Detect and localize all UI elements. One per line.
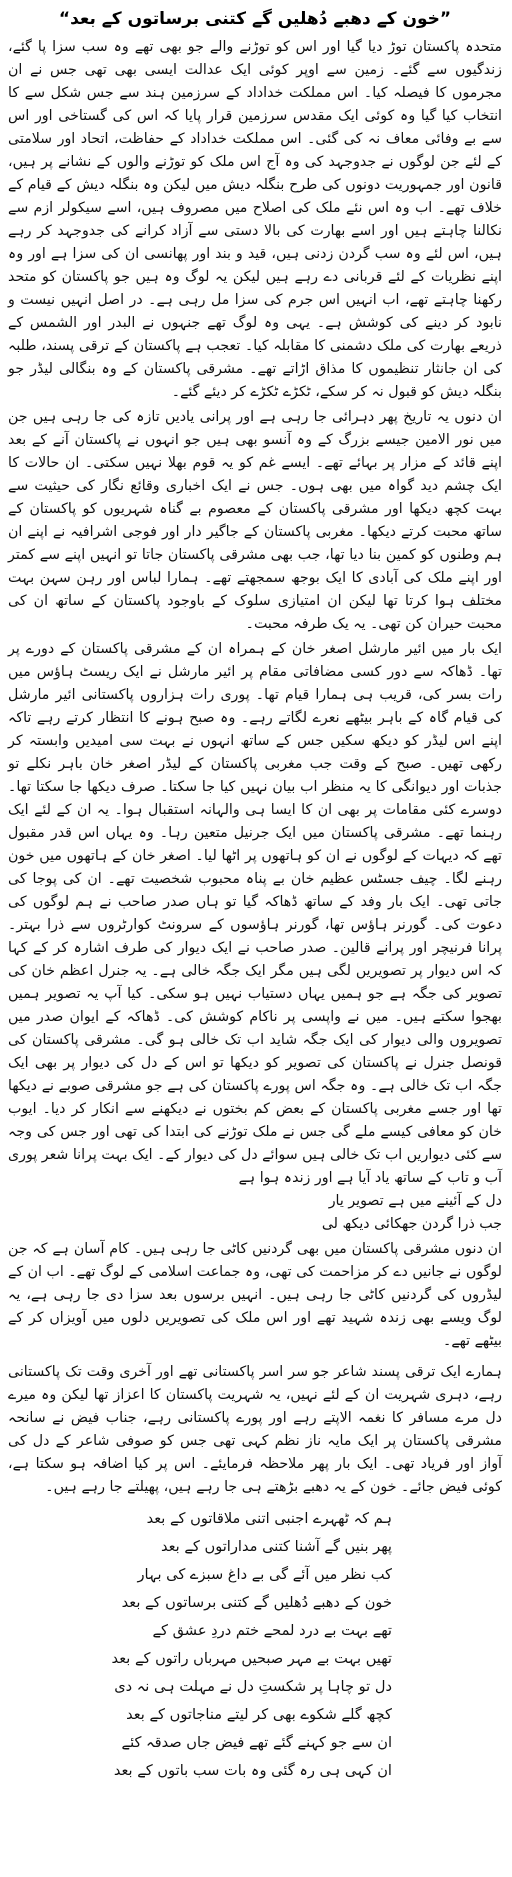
paragraph-1: متحدہ پاکستان توڑ دیا گیا اور اس کو توڑنے والے جو بھی تھے وہ سب سزا پا گئے، زندگیوں سے گئے۔ زمین سے اوپر کوئی ایک عدالت ایسی بھی تھی جس نے ان مجرموں کا فیصلہ کیا۔ اس مملکت خداداد کے سرزمین ہند سے جس شکل سے کا انتخاب کیا گیا وہ کوئی ایک مقدس سرزمین قرار پایا کہ اس کی گستاخی اور اس سے بے وفائی معاف نہ کی گئی۔ اس مملکت خداداد کے حفاظت، اتحاد اور سلامتی کے لئے جن لوگوں نے جدوجہد کی وہ آج اس ملک کو توڑنے والوں کے نشانے پر ہیں، قانون اور جمہوریت دونوں کی طرح بنگلہ دیش میں لیکن وہ بنگلہ دیش کے قیام کے خلاف تھے۔ اب وہ اس نئے ملک کی اصلاح میں مصروف ہیں، اسے سیکولر ازم سے نکالنا چاہتے ہیں اور اسے بھارت کی بالا دستی سے آزاد کرانے کی جدوجہد کر رہے ہیں، اس لئے وہ سب گردن زدنی ہیں، قید و بند اور پھانسی ان کی سزا ہے اور وہ اپنے نظریات کے لئے قربانی دے رہے ہیں لیکن یہ لوگ وہ ہیں جو پاکستان کو متحد رکھنا چاہتے تھے، اب انہیں اس جرم کی سزا مل رہی ہے۔ در اصل انہیں نیست و نابود کر دینے کی کوشش ہے۔ یہی وہ لوگ تھے جنہوں نے البدر اور الشمس کے ذریعے بھارت کی ملک دشمنی کا مقابلہ کیا۔ تعجب ہے پاکستان کے ترقی پسند، طلبہ کی ان جانثار تنظیموں کا مذاق اڑاتے تھے۔ مشرقی پاکستان کے وہ بنگالی لیڈر جو بنگلہ دیش کو قبول نہ کر سکے، ٹکڑے ٹکڑے کر دیئے گئے۔ xyxy=(8,39,502,400)
poem-line: ان سے جو کہنے گئے تھے فیض جاں صدقہ کئے xyxy=(121,1734,392,1751)
verse-line-2: جب ذرا گردن جھکائی دیکھ لی xyxy=(321,1216,502,1232)
poem-line: کچھ گلے شکوے بھی کر لیتے مناجاتوں کے بعد xyxy=(126,1706,392,1723)
poem-line: ہم کہ ٹھہرے اجنبی اتنی ملاقاتوں کے بعد xyxy=(146,1510,392,1527)
poem-line: تھیں بہت بے مہر صبحیں مہرباں راتوں کے بعد xyxy=(111,1650,392,1667)
paragraph-3: ایک بار میں ائیر مارشل اصغر خان کے ہمراہ ان کے مشرقی پاکستان کے دورے پر تھا۔ ڈھاکہ سے دور کسی مضافاتی مقام پر ائیر مارشل نے ایک ریسٹ ہاؤس میں رات بسر کی، قریب ہی ہمارا قیام تھا۔ پوری رات ہزاروں پاکستانی ائیر مارشل کی قیام گاہ کے باہر بیٹھے نعرے لگاتے رہے۔ وہ صبح ہونے کا انتظار کرتے رہے تاکہ اپنے اس لیڈر کو دیکھ سکیں جس کے ساتھ انہوں نے بہت سی امیدیں وابستہ کر رکھی تھیں۔ صبح کے وقت جب مغربی پاکستان کے لیڈر اصغر خان باہر نکلے تو جذبات اور دیوانگی کا یہ منظر اب بیان نہیں کیا جا سکتا۔ صرف دیکھا جا سکتا تھا۔ دوسرے کئی مقامات پر بھی ان کا ایسا ہی والہانہ استقبال ہوا۔ یہ ان کے لئے ایک رہنما تھے۔ مشرقی پاکستان میں ایک جرنیل متعین رہا۔ وہ یہاں اس قدر مقبول تھے کہ دیہات کے لوگوں نے ان کو ہاتھوں پر اٹھا لیا۔ اصغر خان کے ہاتھوں میں خون رہنے لگا۔ چیف جسٹس عظیم خان بے پناہ محبوب شخصیت تھے۔ ان کی پوجا کی جاتی تھی۔ ایک بار وفد کے ساتھ ڈھاکہ گیا تو ہاں صدر صاحب نے ہم لوگوں کی دعوت کی۔ گورنر ہاؤس تھا، گورنر ہاؤسوں کے سرونٹ کوارٹروں سے ذرا بہتر۔ پرانا فرنیچر اور پرانے قالین۔ صدر صاحب نے ایک دیوار کی طرف اشارہ کر کے کہا کہ اس دیوار پر تصویریں لگی ہیں مگر ایک جگہ خالی ہے۔ یہ جنرل اعظم خان کی تصویر کی جگہ ہے جو ہمیں یہاں دستیاب نہیں ہو سکی۔ کیا آپ یہ تصویر ہمیں بھجوا سکتے ہیں۔ میں نے واپسی پر ناکام کوشش کی۔ ڈھاکہ کے ایوان صدر میں تصویروں والی دیوار کی ایک جگہ شاید اب تک خالی ہو گی۔ مشرقی پاکستان کی قونصل جنرل نے پاکستان کی تصویر کو دیکھا تو اس کے دل کی دیوار پر بھی ایک جگہ اب تک خالی ہے۔ وہ جگہ اس پورے پاکستان کی ہے جو مشرقی صوبے نے دیکھا تھا اور جسے مغربی پاکستان کے بعض کم بختوں نے دیکھنے سے انکار کر دیا۔ ایوب خان کو معافی کیسے ملے گی جس نے ملک توڑنے کی ابتدا کی تھی اور جس کی وجہ سے کئی دیواریں اب تک خالی ہیں سوائے دل کی دیوار کے۔ ایک بہت پرانا شعر پوری آب و تاب کے ساتھ یاد آیا ہے اور زندہ ہوا ہے xyxy=(8,641,502,1186)
poem-line: پھر بنیں گے آشنا کتنی مداراتوں کے بعد xyxy=(160,1538,392,1555)
paragraph-2: ان دنوں یہ تاریخ پھر دہرائی جا رہی ہے اور پرانی یادیں تازہ کی جا رہی ہیں جن میں نور الامین جیسے بزرگ کے وہ آنسو بھی ہیں جو انہوں نے پاکستان آنے کے بعد اپنے قائد کے مزار پر بہائے تھے۔ ایسے غم کو یہ قوم بھلا نہیں سکتی۔ ان حالات کا ایک چشم دید گواہ میں بھی ہوں۔ جس نے ایک اخباری وقائع نگار کی حیثیت سے بہت کچھ دیکھا اور مشرقی پاکستان کے معصوم بے گناہ شہریوں کو پاکستان کے ساتھ محبت کرتے دیکھا۔ مغربی پاکستان کے جاگیر دار اور فوجی اشرافیہ نے اپنے ان ہم وطنوں کو کمین بنا دیا تھا، جب بھی مشرقی پاکستان جاتا تو انہیں اپنے سے کمتر اور اپنے ملک کی آبادی کا ایک بوجھ سمجھتے تھے۔ ہمارا لباس اور رہن سہن بہت مختلف ہوا کرتا تھا لیکن ان امتیازی سلوک کے باوجود پاکستان کے ساتھ ان کی محبت حیران کن تھی۔ یہ یک طرفہ محبت۔ xyxy=(8,409,502,632)
paragraph-4: ان دنوں مشرقی پاکستان میں بھی گردنیں کاٹی جا رہی ہیں۔ کام آسان ہے کہ جن لوگوں نے جانیں دے کر مزاحمت کی تھی، وہ جماعت اسلامی کے لوگ تھے۔ اب ان کے لیڈروں کی گردنیں کاٹی جا رہی ہیں۔ انہیں برسوں بعد سزا دی جا رہی ہے، یہ لوگ ویسے بھی زندہ شہید تھے اور اس ملک کی تصویریں دلوں میں آویزاں کر کے بیٹھے تھے۔ xyxy=(8,1241,502,1349)
poem xyxy=(8,1505,502,1785)
poem-line: تھے بہت بے درد لمحے ختم دردِ عشق کے xyxy=(152,1622,392,1639)
poem-line: ان کہی ہی رہ گئی وہ بات سب باتوں کے بعد xyxy=(113,1762,392,1779)
verse-line-1: دل کے آئینے میں ہے تصویر یار xyxy=(328,1193,502,1209)
poem-line: کب نظر میں آئے گی بے داغ سبزے کی بہار xyxy=(137,1566,392,1583)
poem-line: دل تو چاہا پر شکستِ دل نے مہلت ہی نہ دی xyxy=(114,1678,392,1695)
article-title: ”خون کے دھبے دُھلیں گے کتنی برساتوں کے بعد“ xyxy=(58,9,452,29)
paragraph-5: ہمارے ایک ترقی پسند شاعر جو سر اسر پاکستانی تھے اور آخری وقت تک پاکستانی رہے، دہری شہریت ان کے لئے نہیں، یہ شہریت پاکستان کا اعزاز تھا لیکن وہ میرے دل مرے مسافر کا نغمہ الاپتے رہے اور پورے پاکستانی رہے، جناب فیض نے سانحہ مشرقی پاکستان پر ایک مایہ ناز نظم کہی تھی جس کو صوفی شاعر کے دل کی آواز اور فریاد تھی۔ ایک بار پھر ملاحظہ فرمایئے۔ اس پر کیا اضافہ ہو سکتا ہے، کوئی فیض جائے۔ خون کے یہ دھبے بڑھتے ہی جا رہے ہیں، پھیلتے جا رہے ہیں۔ xyxy=(8,1364,502,1495)
poem-line: خون کے دھبے دُھلیں گے کتنی برساتوں کے بعد xyxy=(121,1594,392,1611)
